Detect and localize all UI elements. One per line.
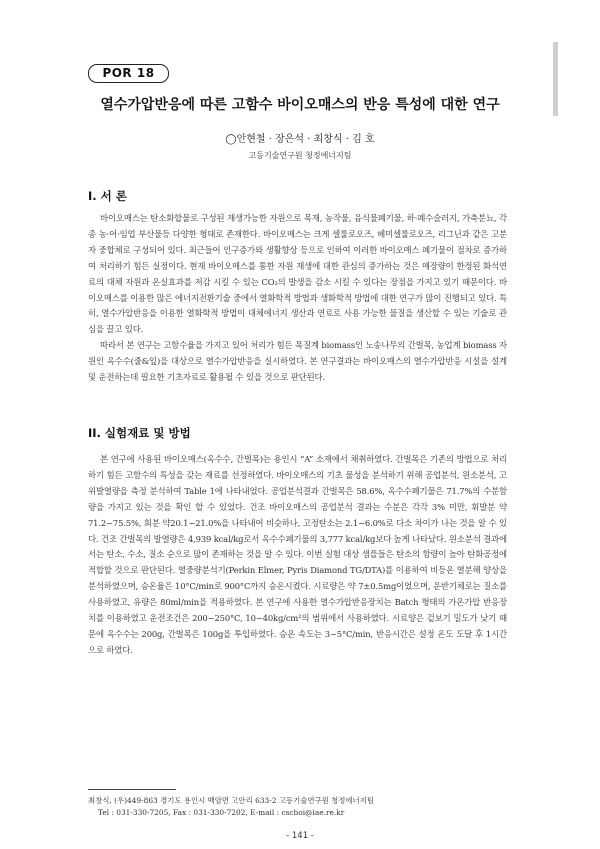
footnote-contact: Tel : 031-330-7205, Fax : 031-330-7202, E-mail : cschoi@iae.re.kr xyxy=(98,808,345,817)
poster-tag: POR 18 xyxy=(88,64,169,83)
footnote-address: 최창식, (우)449-863 경기도 용인시 백암면 고안리 633-2 고등기술연구원 청정에너지팀 xyxy=(88,796,374,805)
paper-title: 열수가압반응에 따른 고함수 바이오매스의 반응 특성에 대한 연구 xyxy=(100,97,500,113)
footnote-divider xyxy=(88,789,176,790)
paragraph: 바이오매스는 탄소화합물로 구성된 재생가능한 자원으로 목재, 농작물, 음식물폐기물, 하·폐수슬러지, 가축분뇨, 각종 농·어·임업 부산물등 다양한 형태로 존재한다. 바이오매스는 크게 셀룰로오즈, 헤미셀룰로오즈, 리그닌과 같은 고분자 중합체로 구성되어 있다. 최근들어 인구증가와 생활향상 등으로 인하여 이러한 바이오매스 폐기물이 점차로 증가하여 처리하기 힘든 실정이다. 현재 바이오매스를 통한 자원 재생에 대한 관심의 증가하는 것은 매장량이 한정된 화석연료의 대체 자원과 온실효과를 저감 시킬 수 있는 CO₂의 발생을 감소 시킬 수 있다는 장점을 가지고 있기 때문이다. 바이오매스를 이용한 많은 에너지전환기술 중에서 열화학적 방법과 생화학적 방법에 대한 연구가 많이 진행되고 있다. 특히, 열수가압반응을 이용한 열화학적 방법이 대체에너지 생산과 연료로 사용 가능한 물질을 생산할 수 있는 기술로 관심을 끌고 있다. xyxy=(88,213,507,335)
paragraph: 본 연구에 사용된 바이오매스(옥수수, 간벌목)는 용인시 “A” 소재에서 채취하였다. 간벌목은 기존의 방법으로 처리하기 힘든 고함수의 특성을 갖는 재료를 선정하였다. 바이오매스의 기초 물성을 분석하기 위해 공업분석, 원소분석, 고위발열량을 측정 분석하여 Table 1에 나타내었다. 공업분석결과 간벌목은 58.6%, 옥수수폐기물은 71.7%의 수분함량을 가지고 있는 것을 확인 할 수 있었다. 건조 바이오매스의 공업분석 결과는 수분은 각각 3% 미만, 휘발분 약71.2~75.5%, 회분 약20.1~21.0%을 나타내어 비슷하나, 고정탄소는 2.1~6.0%로 다소 차이가 나는 것을 알 수 있다. 건조 간벌목의 발열량은 4,939 kcal/kg로서 옥수수폐기물의 3,777 kcal/kg보다 높게 나타났다. 원소분석 결과에서는 탄소, 수소, 질소 순으로 많이 존재하는 것을 알 수 있다. 이번 실험 대상 샘플들은 탄소의 함량이 높아 탄화공정에 적합할 것으로 판단된다. 열중량분석기(Perkin Elmer, Pyris Diamond TG/DTA)를 이용하여 비등온 열분해 양상을 분석하였으며, 승온율은 10°C/min로 900°C까지 승온시켰다. 시료량은 약 7±0.5mg이었으며, 운반기체로는 질소를 사용하였고, 유량은 80ml/min을 적용하였다. 본 연구에 사용한 열수가압반응장치는 Batch 형태의 가온가압 반응장치를 이용하였고 운전조건은 200~250°C, 10~40kg/cm²의 범위에서 사용하였다. 시료양은 겉보기 밀도가 낮기 때문에 옥수수는 200g, 간벌목은 100g을 투입하였다. 승온 속도는 3~5°C/min, 반응시간은 설정 온도 도달 후 1시간으로 하였다. xyxy=(88,454,507,655)
affiliation: 고등기술연구원 청정에너지팀 xyxy=(248,151,352,160)
scan-edge-mark xyxy=(553,42,558,116)
authors: ◯안현철 · 장은석 · 최창식 · 김 호 xyxy=(225,134,375,145)
section-body-introduction xyxy=(88,211,507,386)
section-heading-introduction: I. 서 론 xyxy=(88,189,127,203)
section-body-methods xyxy=(88,452,507,659)
section-heading-methods: II. 실험재료 및 방법 xyxy=(88,426,191,440)
paragraph: 따라서 본 연구는 고함수율을 가지고 있어 처리가 힘든 목질계 biomass인 노송나무의 간벌목, 농업계 biomass 자원인 옥수수(줄&잎)을 대상으로 열수가압반응을 실시하였다. 본 연구결과는 바이오매스의 열수가압반응 시설을 설계 및 운전하는데 필요한 기초자료로 활용될 수 있을 것으로 판단된다. xyxy=(88,340,507,383)
page-number: - 141 - xyxy=(286,831,314,841)
